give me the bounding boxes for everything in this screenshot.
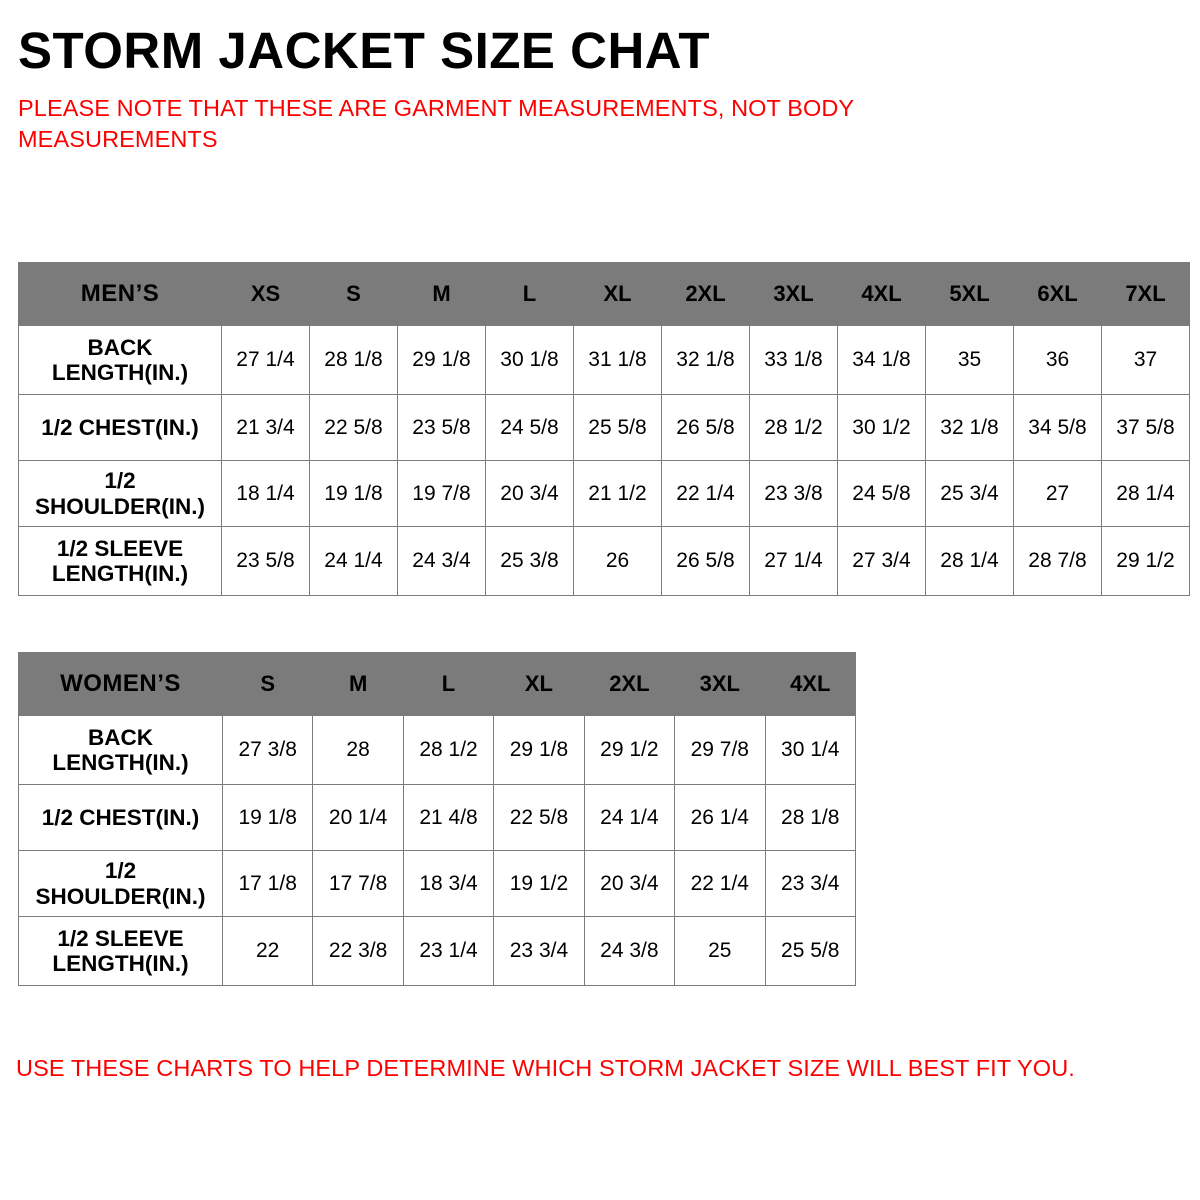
womens-measurement-cell: 24 3/8 [584,917,674,986]
mens-row-label: 1/2 SLEEVE LENGTH(IN.) [19,527,222,596]
mens-measurement-cell: 24 5/8 [838,461,926,527]
womens-measurement-cell: 22 3/8 [313,917,403,986]
mens-measurement-cell: 25 5/8 [574,395,662,461]
mens-measurement-cell: 33 1/8 [750,326,838,395]
womens-measurement-cell: 25 5/8 [765,917,856,986]
mens-measurement-cell: 25 3/8 [486,527,574,596]
womens-size-header: 3XL [675,653,765,716]
womens-measurement-cell: 18 3/4 [403,851,493,917]
mens-measurement-cell: 28 1/8 [310,326,398,395]
womens-measurement-cell: 28 1/2 [403,716,493,785]
mens-measurement-cell: 18 1/4 [222,461,310,527]
measurement-note: PLEASE NOTE THAT THESE ARE GARMENT MEASUREMENTS, NOT BODY MEASUREMENTS [18,95,854,153]
mens-category-header: MEN’S [19,263,222,326]
womens-measurement-cell: 28 [313,716,403,785]
mens-size-header: L [486,263,574,326]
table-row [19,395,1190,461]
womens-measurement-cell: 22 5/8 [494,785,584,851]
mens-size-header: 3XL [750,263,838,326]
womens-measurement-cell: 20 1/4 [313,785,403,851]
womens-size-header: 4XL [765,653,856,716]
mens-measurement-cell: 27 [1014,461,1102,527]
womens-size-header: M [313,653,403,716]
womens-measurement-cell: 17 7/8 [313,851,403,917]
womens-measurement-cell: 30 1/4 [765,716,856,785]
womens-measurement-cell: 24 1/4 [584,785,674,851]
mens-measurement-cell: 28 7/8 [1014,527,1102,596]
mens-measurement-cell: 28 1/4 [926,527,1014,596]
womens-row-label: 1/2 SLEEVE LENGTH(IN.) [19,917,223,986]
womens-measurement-cell: 26 1/4 [675,785,765,851]
mens-size-header: 7XL [1102,263,1190,326]
womens-measurement-cell: 19 1/8 [222,785,312,851]
mens-measurement-cell: 23 3/8 [750,461,838,527]
womens-measurement-cell: 23 3/4 [765,851,856,917]
mens-size-table [18,262,1190,596]
womens-measurement-cell: 29 1/2 [584,716,674,785]
mens-measurement-cell: 34 1/8 [838,326,926,395]
mens-measurement-cell: 19 7/8 [398,461,486,527]
mens-measurement-cell: 22 1/4 [662,461,750,527]
mens-measurement-cell: 29 1/8 [398,326,486,395]
mens-measurement-cell: 24 1/4 [310,527,398,596]
mens-measurement-cell: 26 [574,527,662,596]
mens-measurement-cell: 25 3/4 [926,461,1014,527]
mens-measurement-cell: 19 1/8 [310,461,398,527]
mens-measurement-cell: 30 1/2 [838,395,926,461]
womens-measurement-cell: 17 1/8 [222,851,312,917]
womens-measurement-cell: 22 1/4 [675,851,765,917]
womens-measurement-cell: 23 3/4 [494,917,584,986]
table-row [19,785,856,851]
mens-measurement-cell: 34 5/8 [1014,395,1102,461]
womens-measurement-cell: 22 [222,917,312,986]
table-row [19,527,1190,596]
mens-size-header: 5XL [926,263,1014,326]
table-row [19,326,1190,395]
mens-size-header: XL [574,263,662,326]
page-title: STORM JACKET SIZE CHAT [18,22,710,79]
mens-table-body [19,263,1190,596]
womens-measurement-cell: 28 1/8 [765,785,856,851]
mens-size-header: XS [222,263,310,326]
mens-row-label: 1/2 CHEST(IN.) [19,395,222,461]
womens-measurement-cell: 29 1/8 [494,716,584,785]
womens-size-header: L [403,653,493,716]
mens-size-header: 2XL [662,263,750,326]
mens-size-header: M [398,263,486,326]
mens-measurement-cell: 28 1/4 [1102,461,1190,527]
womens-measurement-cell: 29 7/8 [675,716,765,785]
womens-measurement-cell: 20 3/4 [584,851,674,917]
mens-size-header: 4XL [838,263,926,326]
mens-measurement-cell: 27 1/4 [750,527,838,596]
mens-row-label: 1/2 SHOULDER(IN.) [19,461,222,527]
mens-measurement-cell: 22 5/8 [310,395,398,461]
womens-size-table [18,652,856,986]
table-row [19,917,856,986]
mens-row-label: BACK LENGTH(IN.) [19,326,222,395]
mens-size-header: S [310,263,398,326]
womens-size-header: S [222,653,312,716]
mens-measurement-cell: 21 3/4 [222,395,310,461]
womens-measurement-cell: 27 3/8 [222,716,312,785]
mens-measurement-cell: 24 5/8 [486,395,574,461]
mens-measurement-cell: 27 1/4 [222,326,310,395]
mens-measurement-cell: 32 1/8 [662,326,750,395]
womens-row-label: BACK LENGTH(IN.) [19,716,223,785]
mens-measurement-cell: 24 3/4 [398,527,486,596]
womens-table-body [19,653,856,986]
footer-note: USE THESE CHARTS TO HELP DETERMINE WHICH STORM JACKET SIZE WILL BEST FIT YOU. [16,1055,1075,1081]
table-row [19,461,1190,527]
mens-measurement-cell: 32 1/8 [926,395,1014,461]
womens-measurement-cell: 21 4/8 [403,785,493,851]
womens-category-header: WOMEN’S [19,653,223,716]
mens-measurement-cell: 31 1/8 [574,326,662,395]
mens-measurement-cell: 26 5/8 [662,395,750,461]
mens-size-header: 6XL [1014,263,1102,326]
mens-measurement-cell: 29 1/2 [1102,527,1190,596]
mens-measurement-cell: 37 5/8 [1102,395,1190,461]
mens-measurement-cell: 35 [926,326,1014,395]
womens-row-label: 1/2 CHEST(IN.) [19,785,223,851]
mens-measurement-cell: 20 3/4 [486,461,574,527]
womens-size-header: XL [494,653,584,716]
mens-measurement-cell: 37 [1102,326,1190,395]
table-row [19,851,856,917]
mens-measurement-cell: 23 5/8 [222,527,310,596]
womens-size-header: 2XL [584,653,674,716]
womens-header-row [19,653,856,716]
womens-measurement-cell: 19 1/2 [494,851,584,917]
mens-measurement-cell: 30 1/8 [486,326,574,395]
mens-measurement-cell: 26 5/8 [662,527,750,596]
womens-measurement-cell: 23 1/4 [403,917,493,986]
mens-measurement-cell: 36 [1014,326,1102,395]
mens-header-row [19,263,1190,326]
mens-measurement-cell: 21 1/2 [574,461,662,527]
mens-measurement-cell: 28 1/2 [750,395,838,461]
mens-measurement-cell: 23 5/8 [398,395,486,461]
womens-measurement-cell: 25 [675,917,765,986]
table-row [19,716,856,785]
womens-row-label: 1/2 SHOULDER(IN.) [19,851,223,917]
mens-measurement-cell: 27 3/4 [838,527,926,596]
